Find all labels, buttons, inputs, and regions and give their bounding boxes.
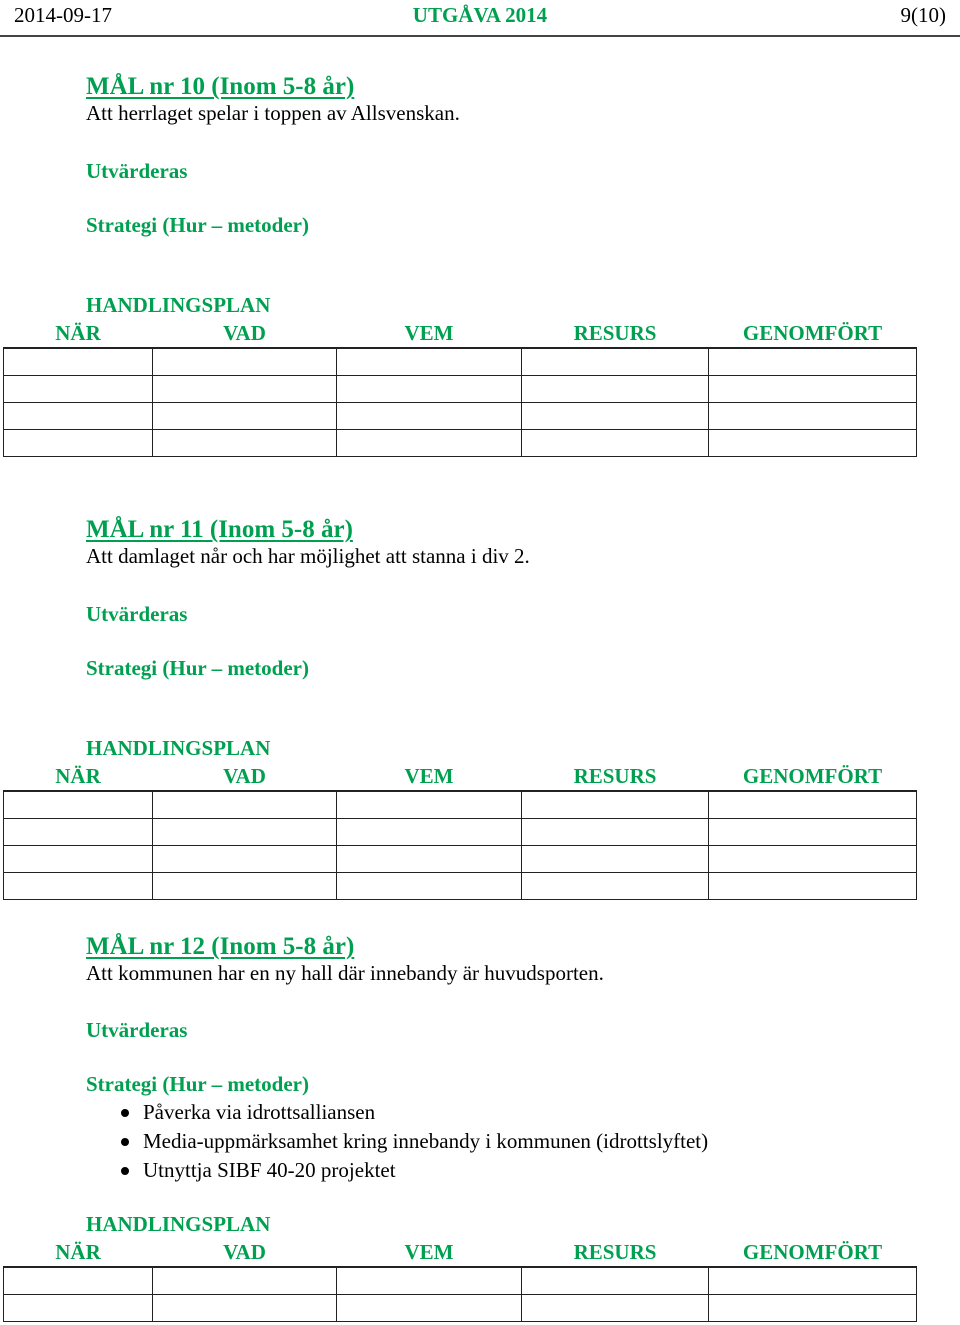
table-cell[interactable] (522, 846, 709, 873)
action-plan-table (3, 319, 917, 457)
column-header-done: GENOMFÖRT (742, 763, 883, 788)
bullet-icon (121, 1138, 129, 1146)
table-cell[interactable] (153, 403, 337, 430)
table-cell[interactable] (709, 376, 917, 403)
table-cell[interactable] (522, 403, 709, 430)
table-header-row (4, 762, 917, 791)
table-cell[interactable] (4, 403, 153, 430)
table-row (4, 819, 917, 846)
table-cell[interactable] (709, 791, 917, 819)
column-header-resource: RESURS (573, 1239, 657, 1264)
action-plan-title: HANDLINGSPLAN (86, 1212, 271, 1236)
table-cell[interactable] (709, 403, 917, 430)
header-edition: UTGÅVA 2014 (412, 3, 548, 27)
bullet-icon (121, 1109, 129, 1117)
table-cell[interactable] (337, 873, 522, 900)
table-cell[interactable] (709, 430, 917, 457)
goal-title: MÅL nr 12 (Inom 5-8 år) (86, 933, 355, 960)
column-header-done: GENOMFÖRT (742, 320, 883, 345)
table-cell[interactable] (709, 1267, 917, 1295)
table-cell[interactable] (522, 819, 709, 846)
table-cell[interactable] (337, 403, 522, 430)
table-cell[interactable] (4, 376, 153, 403)
table-cell[interactable] (153, 819, 337, 846)
evaluated-label: Utvärderas (86, 602, 188, 626)
table-cell[interactable] (4, 873, 153, 900)
header-page-number: 9(10) (900, 3, 946, 27)
table-cell[interactable] (522, 791, 709, 819)
strategy-label: Strategi (Hur – metoder) (86, 213, 309, 237)
action-plan-title: HANDLINGSPLAN (86, 293, 271, 317)
column-header-what: VAD (223, 763, 266, 788)
action-plan-title: HANDLINGSPLAN (86, 736, 271, 760)
table-cell[interactable] (153, 846, 337, 873)
table-cell[interactable] (709, 873, 917, 900)
table-cell[interactable] (4, 1295, 153, 1322)
table-cell[interactable] (153, 430, 337, 457)
table-cell[interactable] (337, 846, 522, 873)
table-cell[interactable] (153, 873, 337, 900)
table-cell[interactable] (337, 430, 522, 457)
column-header-done: GENOMFÖRT (742, 1239, 883, 1264)
table-cell[interactable] (153, 1295, 337, 1322)
table-cell[interactable] (522, 376, 709, 403)
action-plan-table (3, 762, 917, 900)
table-cell[interactable] (522, 873, 709, 900)
table-cell[interactable] (4, 819, 153, 846)
table-cell[interactable] (522, 430, 709, 457)
bullet-icon (121, 1167, 129, 1175)
table-header-row (4, 319, 917, 348)
strategy-label: Strategi (Hur – metoder) (86, 1072, 309, 1096)
list-item (116, 1098, 708, 1127)
table-cell[interactable] (709, 348, 917, 376)
table-row (4, 376, 917, 403)
table-cell[interactable] (337, 1295, 522, 1322)
table-cell[interactable] (337, 376, 522, 403)
table-cell[interactable] (153, 348, 337, 376)
goal-description: Att damlaget når och har möjlighet att stanna i div 2. (86, 544, 530, 568)
table-row (4, 873, 917, 900)
column-header-resource: RESURS (573, 320, 657, 345)
list-item (116, 1156, 708, 1185)
column-header-resource: RESURS (573, 763, 657, 788)
table-row (4, 791, 917, 819)
evaluated-label: Utvärderas (86, 159, 188, 183)
action-plan-table (3, 1238, 917, 1322)
table-row (4, 1267, 917, 1295)
table-cell[interactable] (522, 1267, 709, 1295)
list-item (116, 1127, 708, 1156)
table-row (4, 348, 917, 376)
column-header-when: NÄR (55, 763, 101, 788)
goal-title: MÅL nr 11 (Inom 5-8 år) (86, 516, 353, 543)
table-cell[interactable] (4, 430, 153, 457)
strategy-item-text: Påverka via idrottsalliansen (143, 1100, 376, 1124)
table-row (4, 403, 917, 430)
column-header-what: VAD (223, 320, 266, 345)
strategy-label: Strategi (Hur – metoder) (86, 656, 309, 680)
column-header-when: NÄR (55, 1239, 101, 1264)
table-cell[interactable] (337, 819, 522, 846)
table-cell[interactable] (153, 376, 337, 403)
table-cell[interactable] (709, 1295, 917, 1322)
evaluated-label: Utvärderas (86, 1018, 188, 1042)
strategy-item-text: Utnyttja SIBF 40-20 projektet (143, 1158, 396, 1182)
table-cell[interactable] (4, 846, 153, 873)
table-cell[interactable] (4, 1267, 153, 1295)
header-date: 2014-09-17 (14, 3, 112, 27)
column-header-who: VEM (404, 320, 454, 345)
column-header-who: VEM (404, 1239, 454, 1264)
table-row (4, 846, 917, 873)
strategy-item-text: Media-uppmärksamhet kring innebandy i kommunen (idrottslyftet) (143, 1129, 709, 1153)
table-cell[interactable] (709, 819, 917, 846)
header-divider (0, 35, 960, 37)
goal-description: Att herrlaget spelar i toppen av Allsvenskan. (86, 101, 460, 125)
column-header-who: VEM (404, 763, 454, 788)
table-cell[interactable] (709, 846, 917, 873)
table-cell[interactable] (522, 1295, 709, 1322)
table-cell[interactable] (4, 791, 153, 819)
goal-11 (86, 517, 946, 567)
table-cell[interactable] (153, 791, 337, 819)
table-cell[interactable] (522, 348, 709, 376)
table-cell[interactable] (337, 348, 522, 376)
goal-12 (86, 934, 946, 984)
table-cell[interactable] (4, 348, 153, 376)
column-header-what: VAD (223, 1239, 266, 1264)
table-cell[interactable] (337, 1267, 522, 1295)
table-row (4, 430, 917, 457)
column-header-when: NÄR (55, 320, 101, 345)
page-header (14, 5, 946, 29)
goal-description: Att kommunen har en ny hall där innebandy är huvudsporten. (86, 961, 604, 985)
table-header-row (4, 1238, 917, 1267)
table-cell[interactable] (337, 791, 522, 819)
goal-10 (86, 74, 946, 124)
table-row (4, 1295, 917, 1322)
strategy-list (116, 1098, 708, 1185)
goal-title: MÅL nr 10 (Inom 5-8 år) (86, 73, 355, 100)
table-cell[interactable] (153, 1267, 337, 1295)
